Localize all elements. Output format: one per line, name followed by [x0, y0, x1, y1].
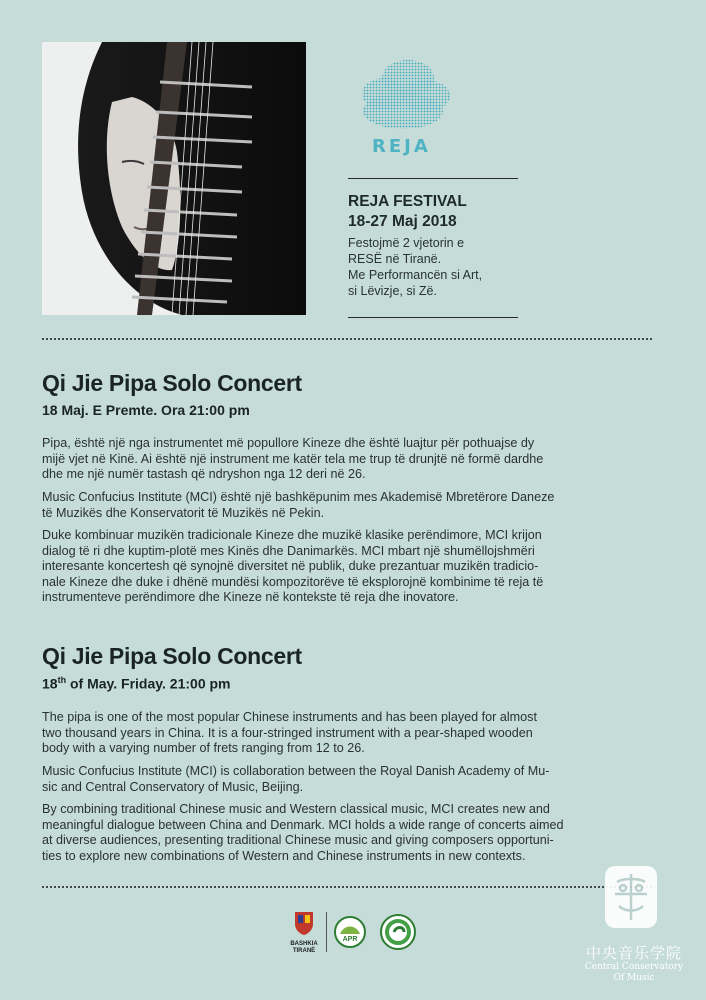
english-concert-date: 18th of May. Friday. 21:00 pm: [42, 675, 231, 692]
tirana-label-2: TIRANË: [292, 948, 316, 954]
ccm-english-name: Central Conservatory Of Music: [584, 962, 684, 983]
apr-logo: [334, 916, 366, 948]
reja-festival-logo: [348, 56, 458, 160]
festival-line: si Lëvizje, si Zë.: [348, 284, 437, 298]
festival-line: Festojmë 2 vjetorin e: [348, 236, 465, 250]
dotted-divider: [42, 886, 652, 888]
bashkia-tirane-logo: [286, 910, 322, 955]
ccm-badge: [605, 866, 657, 928]
albanian-concert-date: 18 Maj. E Premte. Ora 21:00 pm: [42, 402, 250, 418]
albanian-paragraph-2: Music Confucius Institute (MCI) është një bashkëpunim mes Akademisë Mbretërore Daneze të Muzikës dhe Konservatorit të Muzikës në Pekin.: [42, 490, 555, 520]
english-concert-title: Qi Jie Pipa Solo Concert: [42, 643, 302, 669]
apr-label: APR: [342, 936, 358, 943]
english-paragraph-1: The pipa is one of the most popular Chinese instruments and has been played for almost two thousand years in China. It is a four-stringed instrument with a pear-shaped wooden body with a varying number of frets ranging from 12 to 26.: [42, 710, 537, 756]
performer-photo: [42, 42, 306, 315]
english-paragraph-2: Music Confucius Institute (MCI) is collaboration between the Royal Danish Academy of Mu- sic and Central Conservatory of Music, Beijing.: [42, 764, 550, 794]
logo-separator: [326, 912, 327, 952]
tirana-crest-icon: [293, 910, 315, 936]
festival-line: RESË në Tiranë.: [348, 252, 442, 266]
festival-top-rule: [348, 178, 518, 179]
english-paragraph-3: By combining traditional Chinese music and Western classical music, MCI creates new and meaningful dialogue between China and Denmark. MCI holds a wide range of concerts aimed at diverse audiences, presenting traditional Chinese music and giving composers opportuni- ties to explore new combinations of Western and Chinese instruments in new contexts.: [42, 802, 564, 863]
dotted-divider: [42, 338, 652, 340]
ccm-chinese-name: 中央音乐学院: [586, 944, 683, 962]
festival-line: Me Performancën si Art,: [348, 268, 483, 282]
albanian-paragraph-3: Duke kombinuar muzikën tradicionale Kineze dhe muzikë klasike perëndimore, MCI krijon dialog të ri dhe kuptim-plotë mes Kinës dhe Danimarkës. MCI mbart një shumëllojshmëri interesante koncertesh që synojnë diversitet në publik, duke prezantuar muzikën tradicio- nale Kineze dhe duke i dhënë mundësi kompozitorëve të eksplorojnë kombinime të reja të instrumenteve perëndimore dhe Kineze në kontekste të reja dhe inovatore.: [42, 528, 544, 605]
green-circle-logo: [380, 914, 416, 950]
reja-logo-word: REJA: [372, 136, 431, 157]
albanian-concert-title: Qi Jie Pipa Solo Concert: [42, 370, 302, 396]
albanian-paragraph-1: Pipa, është një nga instrumentet më popullore Kineze dhe është luajtur për pothuajse dy mijë vjet në Kinë. Ai është një instrument me katër tela me trup të drunjtë në formë dardhe dhe me një numër tastash që ndryshon nga 12 deri në 26.: [42, 436, 544, 482]
tirana-label-1: BASHKIA: [290, 941, 318, 947]
festival-bottom-rule: [348, 317, 518, 318]
festival-title: REJA FESTIVAL: [348, 193, 467, 210]
festival-dates: 18-27 Maj 2018: [348, 213, 457, 230]
